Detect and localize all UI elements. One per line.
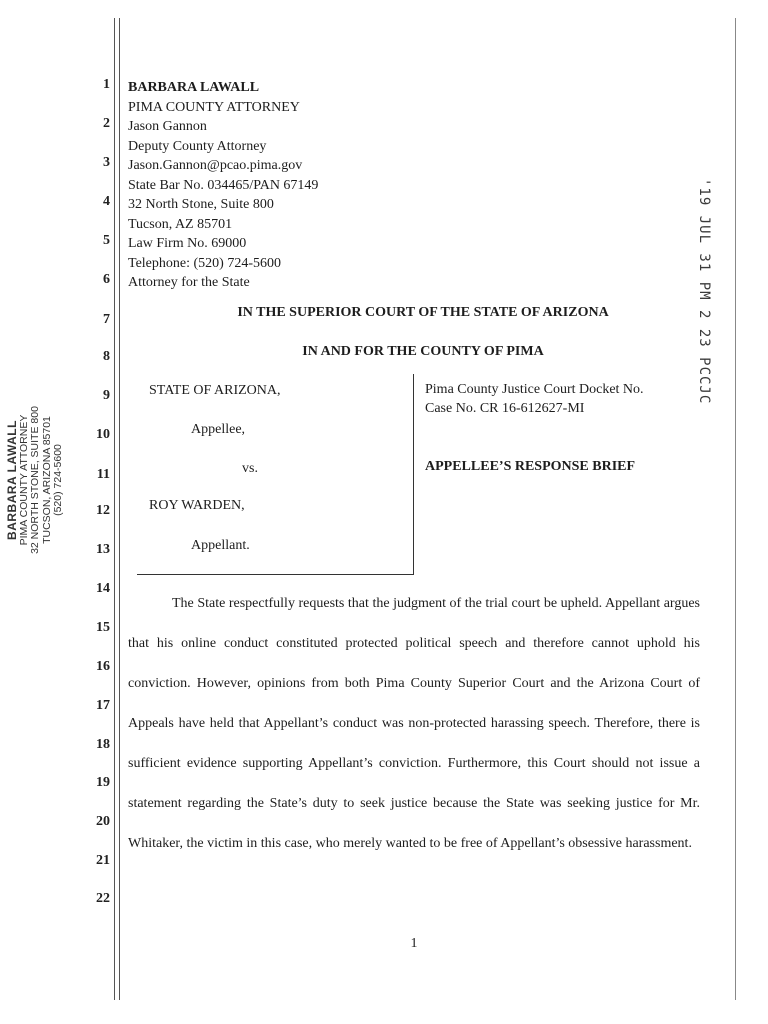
- case-number: Case No. CR 16-612627-MI: [425, 401, 585, 416]
- sidebar-stamp: [7, 380, 67, 630]
- line-number: 17: [96, 698, 110, 713]
- pleading-rule-left-inner: [119, 18, 120, 1000]
- caption-defendant: ROY WARDEN,: [149, 498, 245, 513]
- bar-number: State Bar No. 034465/PAN 67149: [128, 177, 319, 193]
- line-number: 14: [96, 581, 110, 596]
- sidebar-name: BARBARA LAWALL: [5, 420, 19, 540]
- attorney-email: Jason.Gannon@pcao.pima.gov: [128, 158, 303, 173]
- caption-box-right-rule: [413, 374, 414, 575]
- caption-plaintiff-role: Appellee,: [191, 422, 246, 437]
- line-number: 4: [103, 194, 110, 209]
- court-title: IN THE SUPERIOR COURT OF THE STATE OF ARIZONA: [237, 305, 609, 320]
- line-number: 5: [103, 233, 110, 248]
- line-number: 22: [96, 891, 110, 906]
- line-number: 19: [96, 775, 110, 790]
- sidebar-line: PIMA COUNTY ATTORNEY: [17, 414, 30, 546]
- attorney-role: Attorney for the State: [128, 275, 250, 290]
- attorney-name: BARBARA LAWALL: [128, 80, 260, 95]
- line-number: 10: [96, 427, 110, 442]
- caption-versus: vs.: [242, 461, 258, 476]
- sidebar-line: 32 NORTH STONE, SUITE 800: [29, 406, 41, 554]
- sidebar-line: TUCSON, ARIZONA 85701: [40, 416, 53, 544]
- line-number: 13: [96, 542, 110, 557]
- file-stamp: '19 JUL 31 PM 2 23 PCCJC: [696, 178, 712, 405]
- telephone: Telephone: (520) 724-5600: [128, 255, 281, 271]
- line-number: 11: [96, 467, 110, 482]
- line-number: 20: [96, 814, 110, 829]
- docket-label: Pima County Justice Court Docket No.: [425, 382, 644, 397]
- brief-title: APPELLEE’S RESPONSE BRIEF: [425, 459, 636, 474]
- address-line-2: Tucson, AZ 85701: [128, 216, 233, 232]
- line-number: 21: [96, 853, 110, 868]
- line-number: 15: [96, 620, 110, 635]
- caption-plaintiff: STATE OF ARIZONA,: [149, 383, 281, 398]
- line-number: 8: [103, 349, 110, 364]
- line-number: 7: [103, 312, 110, 327]
- page-number: 1: [410, 936, 418, 951]
- line-number: 12: [96, 503, 110, 518]
- line-number: 2: [103, 116, 110, 131]
- caption-box-bottom-rule: [137, 574, 414, 575]
- line-number: 9: [103, 388, 110, 403]
- line-number: 1: [103, 77, 110, 92]
- deputy-name: Jason Gannon: [128, 119, 207, 134]
- court-county: IN AND FOR THE COUNTY OF PIMA: [302, 344, 544, 359]
- caption-defendant-role: Appellant.: [191, 538, 250, 553]
- line-number: 3: [103, 155, 110, 170]
- pleading-rule-left: [114, 18, 115, 1000]
- body-paragraph: The State respectfully requests that the judgment of the trial court be upheld. Appellant argues that his online conduct constituted protected political speech and therefore cannot uphold his conviction. However, opinions from both Pima County Superior Court and the Arizona Court of Appeals have held that Appellant’s conduct was non-protected harassing speech. Therefore, there is sufficient evidence supporting Appellant’s conviction. Furthermore, this Court should not issue a statement regarding the State’s duty to seek justice because the State was seeking justice for Mr. Whitaker, the victim in this case, who merely wanted to be free of Appellant’s obsessive harassment.: [128, 596, 700, 851]
- line-number: 6: [103, 272, 110, 287]
- deputy-title: Deputy County Attorney: [128, 138, 267, 154]
- line-number: 18: [96, 737, 110, 752]
- attorney-title: PIMA COUNTY ATTORNEY: [128, 99, 300, 115]
- pleading-rule-right: [735, 18, 736, 1000]
- firm-number: Law Firm No. 69000: [128, 236, 247, 251]
- attorney-block: [128, 78, 488, 293]
- sidebar-line: (520) 724-5600: [52, 444, 64, 516]
- line-number: 16: [96, 659, 110, 674]
- address-line-1: 32 North Stone, Suite 800: [128, 197, 274, 212]
